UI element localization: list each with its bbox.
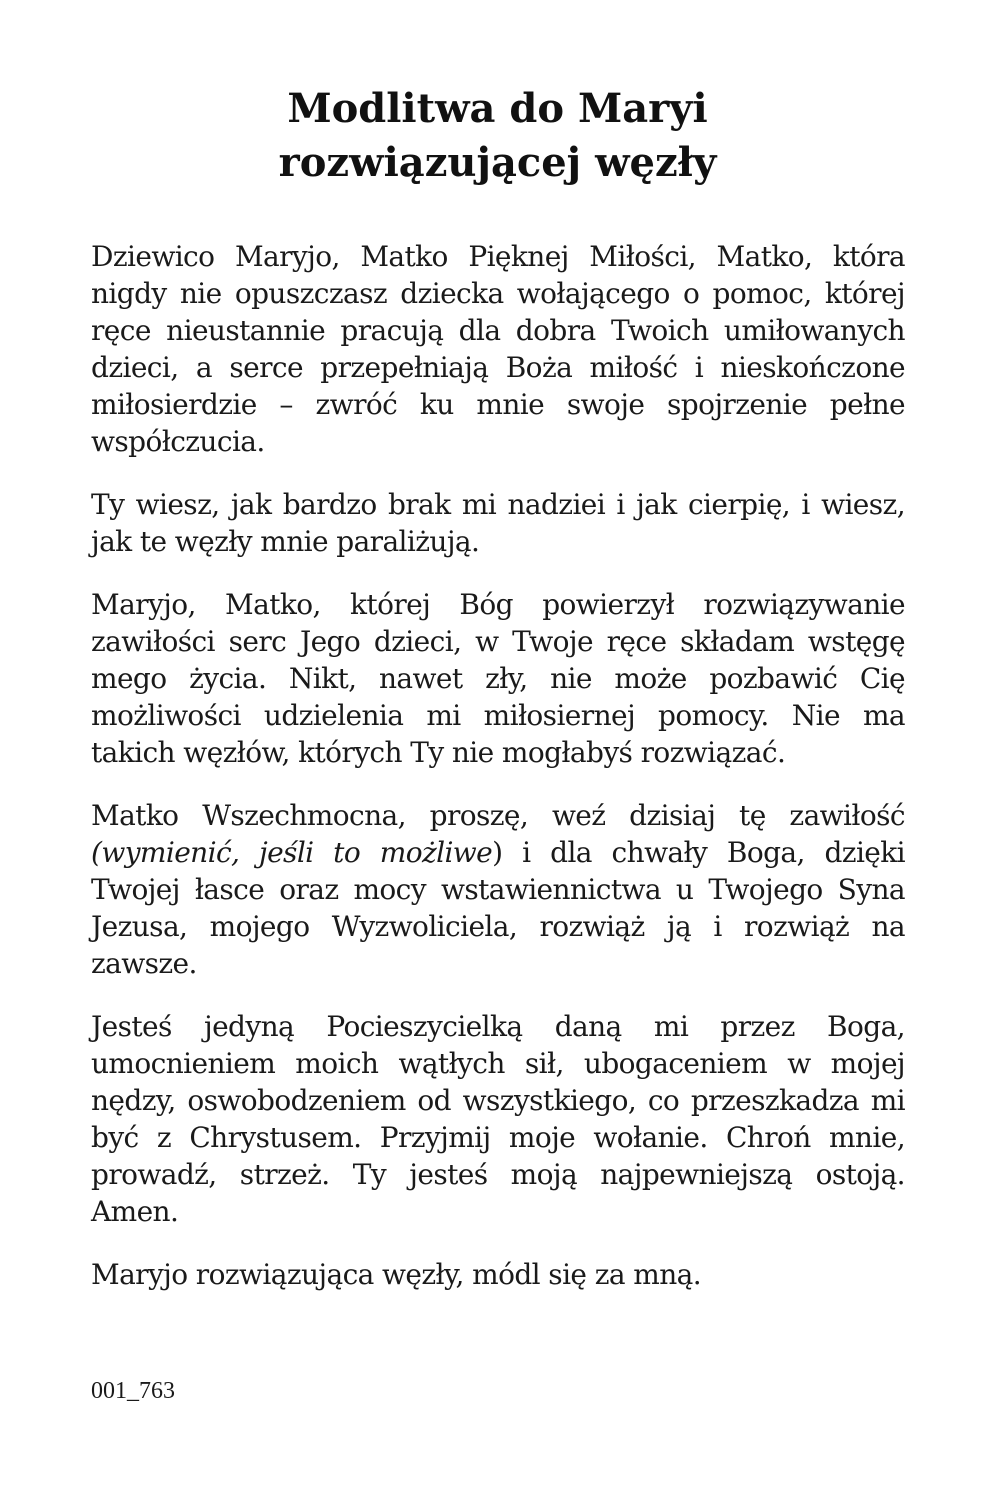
title-line-1: Modlitwa do Maryi <box>287 85 708 132</box>
prayer-body <box>91 238 905 1319</box>
paragraph-4-end: ) i dla chwały Boga, dzięki Twojej łasce oraz mocy wstawiennictwa u Twojego Syna Jezusa, mojego Wyzwoliciela, rozwiąż ją i rozwiąż na zawsze. <box>91 836 905 980</box>
paragraph-4 <box>91 797 905 982</box>
page-title <box>0 82 995 190</box>
closing-invocation: Maryjo rozwiązująca węzły, módl się za mną. <box>91 1258 702 1291</box>
paragraph-4-start: Matko Wszechmocna, proszę, weź dzisiaj tę zawiłość <box>91 799 905 832</box>
paragraph-2: Ty wiesz, jak bardzo brak mi nadziei i jak cierpię, i wiesz, jak te węzły mnie paraliżują. <box>91 488 905 558</box>
paragraph-3: Maryjo, Matko, której Bóg powierzył rozwiązywanie zawiłości serc Jego dzieci, w Twoje ręce składam wstęgę mego życia. Nikt, nawet zły, nie może pozbawić Cię możliwości udzielenia mi miłosiernej pomocy. Nie ma takich węzłów, których Ty nie mogłabyś rozwiązać. <box>91 588 905 769</box>
paragraph-4-italic-note: (wymienić, jeśli to możliwe <box>91 836 493 869</box>
document-code: 001_763 <box>91 1378 175 1404</box>
title-line-2: rozwiązującej węzły <box>278 139 717 186</box>
paragraph-5: Jesteś jedyną Pocieszycielką daną mi przez Boga, umocnieniem moich wątłych sił, ubogaceniem w mojej nędzy, oswobodzeniem od wszystkiego, co przeszkadza mi być z Chrystusem. Przyjmij moje wołanie. Chroń mnie, prowadź, strzeż. Ty jesteś moją najpewniejszą ostoją. Amen. <box>91 1010 905 1228</box>
paragraph-1: Dziewico Maryjo, Matko Pięknej Miłości, Matko, która nigdy nie opuszczasz dziecka wołającego o pomoc, której ręce nieustannie pracują dla dobra Twoich umiłowanych dzieci, a serce przepełniają Boża miłość i nieskończone miłosierdzie – zwróć ku mnie swoje spojrzenie pełne współczucia. <box>91 240 905 458</box>
